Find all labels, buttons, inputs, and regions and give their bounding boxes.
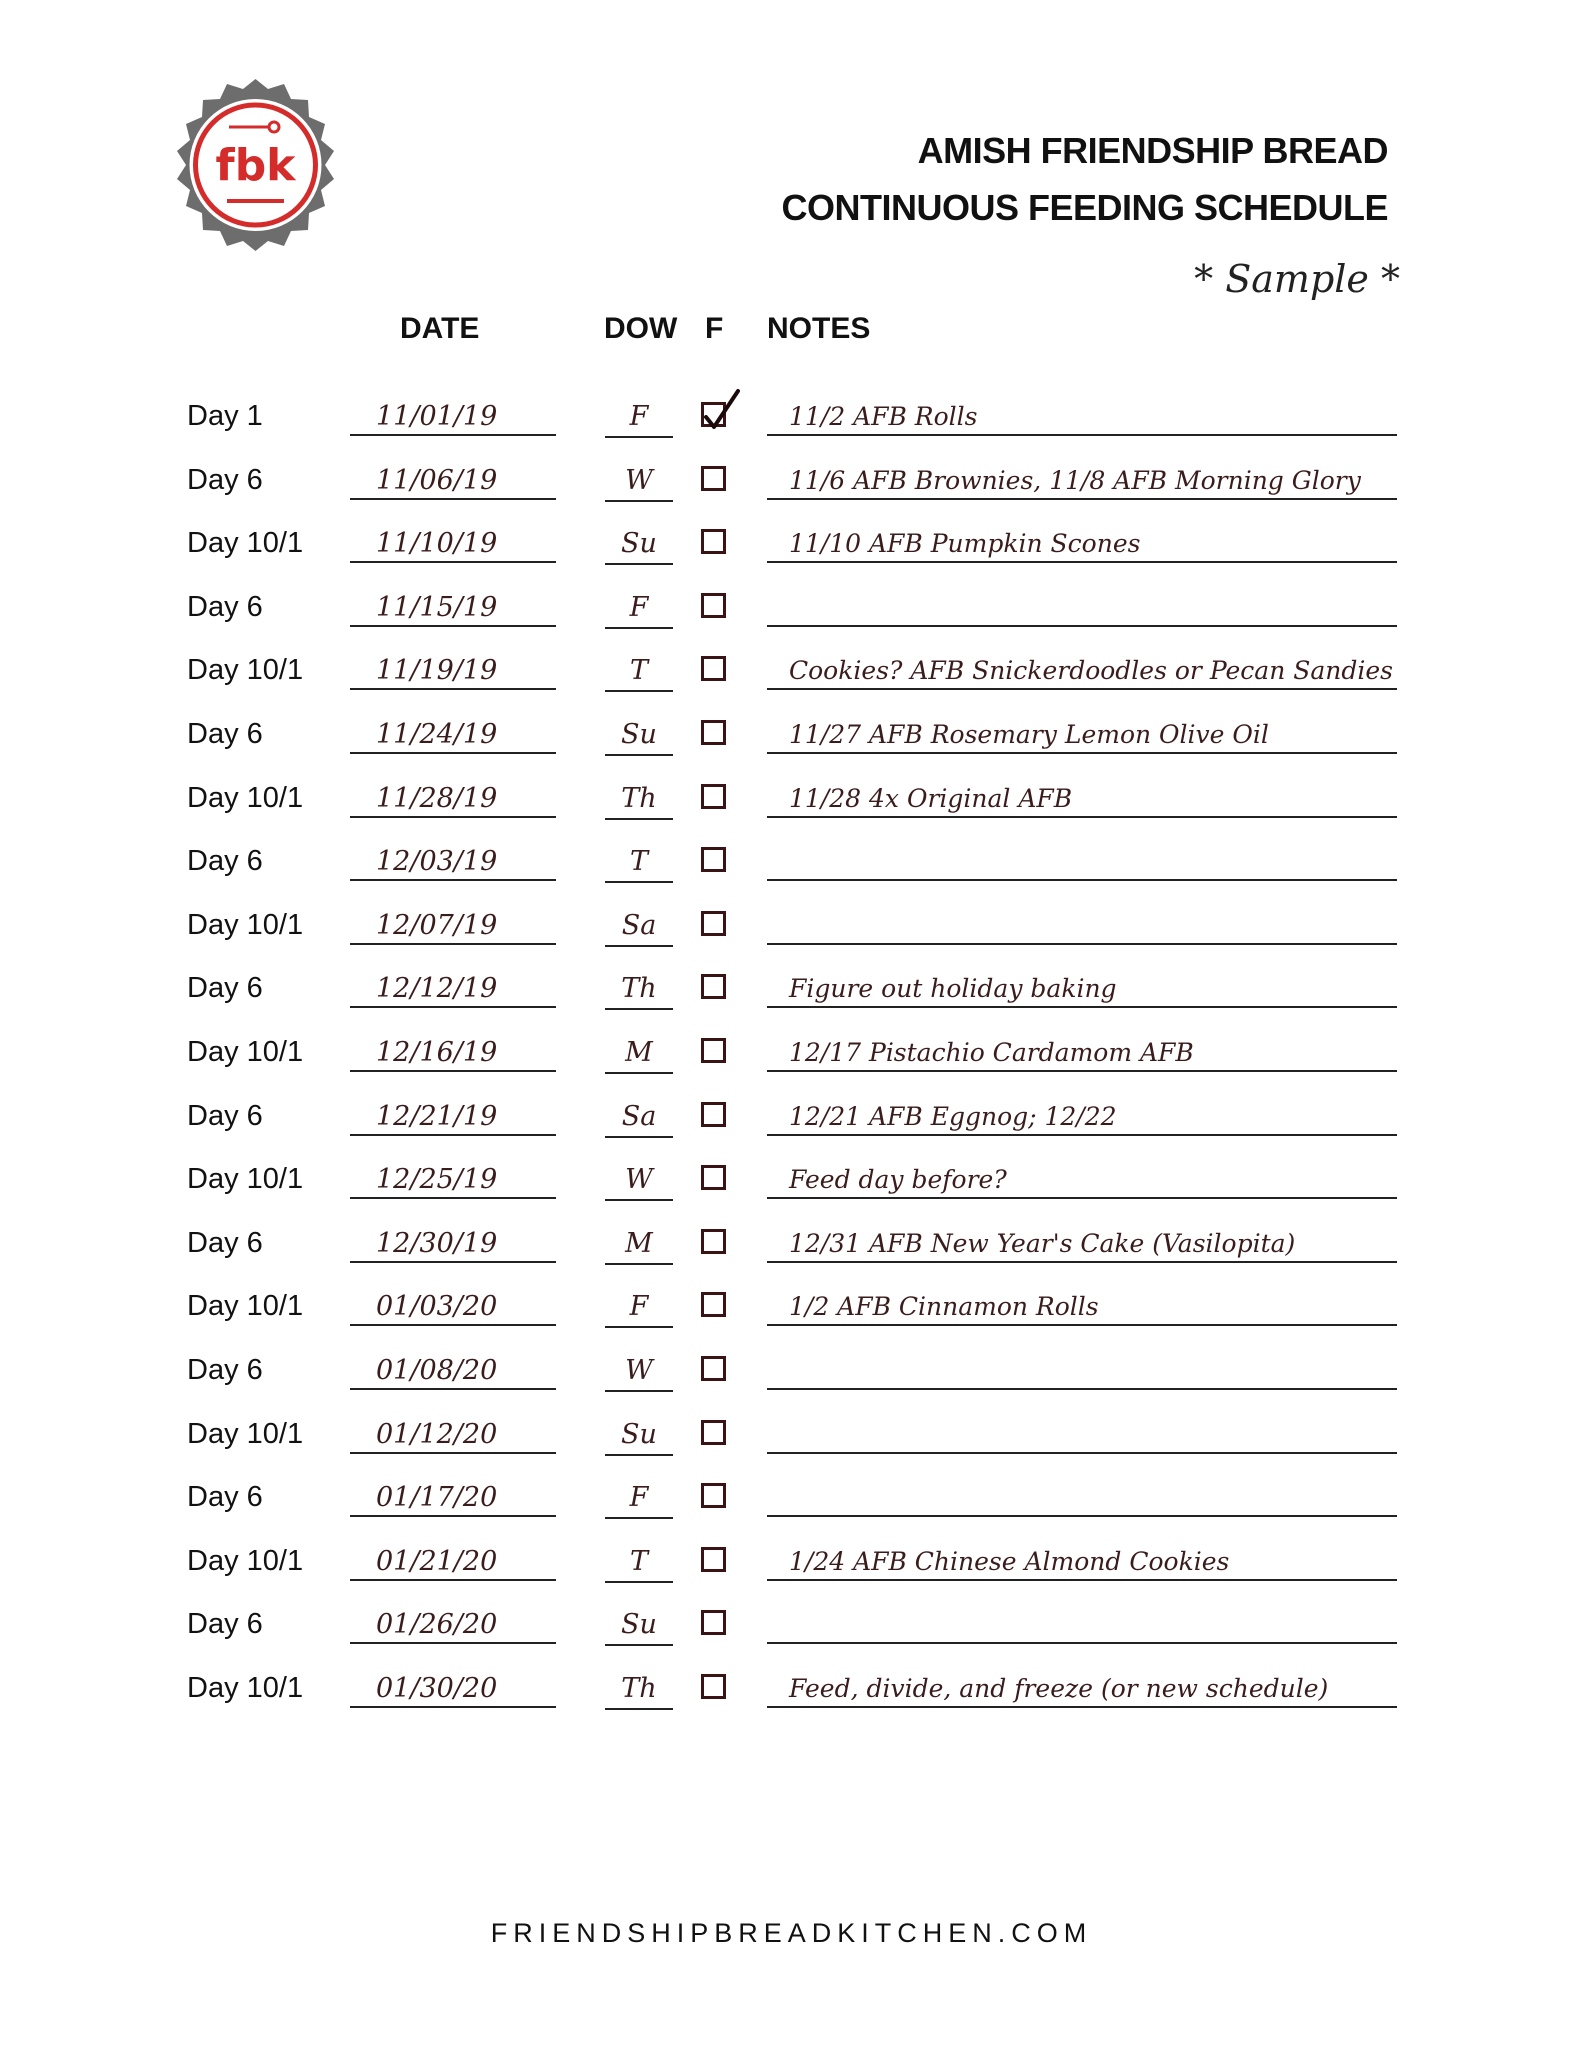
notes-field[interactable]: Feed day before? <box>767 1159 1397 1199</box>
dow-field[interactable]: F <box>605 1477 673 1519</box>
fed-checkbox[interactable] <box>701 1038 726 1063</box>
table-row <box>0 905 1583 969</box>
table-row <box>0 1159 1583 1223</box>
fed-checkbox[interactable] <box>701 720 726 745</box>
page-title-line2: CONTINUOUS FEEDING SCHEDULE <box>781 187 1388 228</box>
column-header-notes: NOTES <box>767 312 871 345</box>
fed-checkbox[interactable] <box>701 593 726 618</box>
fed-checkbox[interactable] <box>701 911 726 936</box>
date-field[interactable]: 01/21/20 <box>350 1541 556 1581</box>
dow-field[interactable]: Su <box>605 1604 673 1646</box>
date-field[interactable]: 01/30/20 <box>350 1668 556 1708</box>
notes-field[interactable] <box>767 905 1397 945</box>
day-label: Day 6 <box>187 972 263 1005</box>
notes-field[interactable]: 11/27 AFB Rosemary Lemon Olive Oil <box>767 714 1397 754</box>
day-label: Day 10/1 <box>187 1163 304 1196</box>
day-label: Day 6 <box>187 590 263 623</box>
dow-field[interactable]: T <box>605 650 673 692</box>
day-label: Day 6 <box>187 717 263 750</box>
dow-field[interactable]: Su <box>605 714 673 756</box>
date-field[interactable]: 11/24/19 <box>350 714 556 754</box>
notes-field[interactable]: 12/17 Pistachio Cardamom AFB <box>767 1032 1397 1072</box>
table-row <box>0 1350 1583 1414</box>
fed-checkbox[interactable] <box>701 974 726 999</box>
table-row <box>0 1604 1583 1668</box>
fed-checkbox[interactable] <box>701 1420 726 1445</box>
sample-annotation: * Sample * <box>1194 257 1400 301</box>
notes-field[interactable] <box>767 1350 1397 1390</box>
notes-field[interactable]: 11/2 AFB Rolls <box>767 396 1397 436</box>
notes-field[interactable]: Feed, divide, and freeze (or new schedule) <box>767 1668 1397 1708</box>
dow-field[interactable]: W <box>605 460 673 502</box>
dow-field[interactable]: M <box>605 1223 673 1265</box>
table-row <box>0 968 1583 1032</box>
notes-field[interactable] <box>767 587 1397 627</box>
day-label: Day 6 <box>187 1099 263 1132</box>
date-field[interactable]: 11/06/19 <box>350 460 556 500</box>
table-row <box>0 396 1583 460</box>
notes-field[interactable]: Figure out holiday baking <box>767 968 1397 1008</box>
fed-checkbox[interactable] <box>701 1356 726 1381</box>
date-field[interactable]: 11/15/19 <box>350 587 556 627</box>
day-label: Day 6 <box>187 1481 263 1514</box>
logo-text: fbk <box>215 140 296 191</box>
day-label: Day 10/1 <box>187 908 304 941</box>
date-field[interactable]: 01/08/20 <box>350 1350 556 1390</box>
dow-field[interactable]: Th <box>605 1668 673 1710</box>
checkmark-icon <box>704 405 744 445</box>
fed-checkbox[interactable] <box>701 656 726 681</box>
notes-field[interactable]: 11/28 4x Original AFB <box>767 778 1397 818</box>
notes-field[interactable]: Cookies? AFB Snickerdoodles or Pecan Sandies <box>767 650 1397 690</box>
day-label: Day 6 <box>187 1226 263 1259</box>
fed-checkbox[interactable] <box>701 1610 726 1635</box>
date-field[interactable]: 01/12/20 <box>350 1414 556 1454</box>
dow-field[interactable]: Sa <box>605 1096 673 1138</box>
fed-checkbox[interactable] <box>701 1547 726 1572</box>
dow-field[interactable]: W <box>605 1159 673 1201</box>
day-label: Day 6 <box>187 1353 263 1386</box>
column-header-dow: DOW <box>604 312 678 345</box>
day-label: Day 10/1 <box>187 1290 304 1323</box>
date-field[interactable]: 11/19/19 <box>350 650 556 690</box>
date-field[interactable]: 12/30/19 <box>350 1223 556 1263</box>
day-label: Day 10/1 <box>187 781 304 814</box>
notes-field[interactable] <box>767 841 1397 881</box>
notes-field[interactable]: 1/2 AFB Cinnamon Rolls <box>767 1286 1397 1326</box>
date-field[interactable]: 12/12/19 <box>350 968 556 1008</box>
day-label: Day 10/1 <box>187 654 304 687</box>
date-field[interactable]: 01/03/20 <box>350 1286 556 1326</box>
table-row <box>0 523 1583 587</box>
fed-checkbox[interactable] <box>701 1292 726 1317</box>
table-row <box>0 1414 1583 1478</box>
notes-field[interactable] <box>767 1477 1397 1517</box>
date-field[interactable]: 12/07/19 <box>350 905 556 945</box>
date-field[interactable]: 11/10/19 <box>350 523 556 563</box>
day-label: Day 10/1 <box>187 1417 304 1450</box>
fed-checkbox[interactable] <box>701 402 726 427</box>
dow-field[interactable]: Th <box>605 968 673 1010</box>
dow-field[interactable]: F <box>605 1286 673 1328</box>
dow-field[interactable]: Sa <box>605 905 673 947</box>
schedule-table <box>0 396 1583 1731</box>
fed-checkbox[interactable] <box>701 784 726 809</box>
table-row <box>0 1096 1583 1160</box>
fbk-logo-badge-icon <box>163 75 348 260</box>
dow-field[interactable]: W <box>605 1350 673 1392</box>
date-field[interactable]: 01/17/20 <box>350 1477 556 1517</box>
day-label: Day 6 <box>187 463 263 496</box>
notes-field[interactable] <box>767 1604 1397 1644</box>
fed-checkbox[interactable] <box>701 466 726 491</box>
day-label: Day 10/1 <box>187 1671 304 1704</box>
date-field[interactable]: 01/26/20 <box>350 1604 556 1644</box>
fed-checkbox[interactable] <box>701 1674 726 1699</box>
fed-checkbox[interactable] <box>701 847 726 872</box>
table-row <box>0 1286 1583 1350</box>
table-row <box>0 714 1583 778</box>
table-row <box>0 841 1583 905</box>
day-label: Day 6 <box>187 1608 263 1641</box>
date-field[interactable]: 11/28/19 <box>350 778 556 818</box>
fbk-logo <box>163 75 348 260</box>
table-row <box>0 1541 1583 1605</box>
notes-field[interactable]: 1/24 AFB Chinese Almond Cookies <box>767 1541 1397 1581</box>
day-label: Day 10/1 <box>187 1544 304 1577</box>
notes-field[interactable]: 11/10 AFB Pumpkin Scones <box>767 523 1397 563</box>
notes-field[interactable]: 12/21 AFB Eggnog; 12/22 <box>767 1096 1397 1136</box>
table-row <box>0 1668 1583 1732</box>
dow-field[interactable]: T <box>605 1541 673 1583</box>
notes-field[interactable]: 12/31 AFB New Year's Cake (Vasilopita) <box>767 1223 1397 1263</box>
table-row <box>0 460 1583 524</box>
date-field[interactable]: 11/01/19 <box>350 396 556 436</box>
column-header-date: DATE <box>400 312 480 345</box>
fed-checkbox[interactable] <box>701 1165 726 1190</box>
table-row <box>0 587 1583 651</box>
notes-field[interactable]: 11/6 AFB Brownies, 11/8 AFB Morning Glory <box>767 460 1397 500</box>
fed-checkbox[interactable] <box>701 529 726 554</box>
table-row <box>0 1223 1583 1287</box>
table-row <box>0 1477 1583 1541</box>
notes-field[interactable] <box>767 1414 1397 1454</box>
day-label: Day 6 <box>187 845 263 878</box>
page-title-line1: AMISH FRIENDSHIP BREAD <box>917 130 1388 171</box>
dow-field[interactable]: F <box>605 396 673 438</box>
fed-checkbox[interactable] <box>701 1229 726 1254</box>
day-label: Day 10/1 <box>187 527 304 560</box>
table-row <box>0 1032 1583 1096</box>
date-field[interactable]: 12/21/19 <box>350 1096 556 1136</box>
column-header-fed: F <box>705 312 724 345</box>
dow-field[interactable]: M <box>605 1032 673 1074</box>
fed-checkbox[interactable] <box>701 1102 726 1127</box>
date-field[interactable]: 12/16/19 <box>350 1032 556 1072</box>
day-label: Day 10/1 <box>187 1035 304 1068</box>
dow-field[interactable]: Su <box>605 523 673 565</box>
table-row <box>0 650 1583 714</box>
table-row <box>0 778 1583 842</box>
fed-checkbox[interactable] <box>701 1483 726 1508</box>
dow-field[interactable]: F <box>605 587 673 629</box>
date-field[interactable]: 12/03/19 <box>350 841 556 881</box>
day-label: Day 1 <box>187 400 263 432</box>
dow-field[interactable]: T <box>605 841 673 883</box>
date-field[interactable]: 12/25/19 <box>350 1159 556 1199</box>
dow-field[interactable]: Su <box>605 1414 673 1456</box>
footer-website: FRIENDSHIPBREADKITCHEN.COM <box>490 1918 1093 1948</box>
dow-field[interactable]: Th <box>605 778 673 820</box>
